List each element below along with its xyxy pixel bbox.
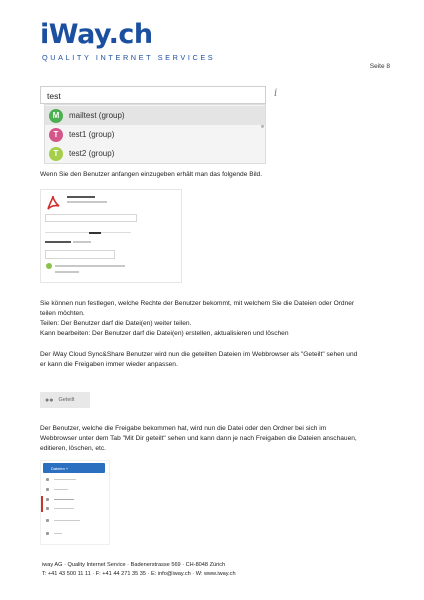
file-name-line [67, 196, 95, 198]
search-result-test1[interactable] [45, 125, 265, 144]
avatar: M [49, 109, 63, 123]
tab-sharing[interactable] [89, 232, 101, 234]
link-icon [46, 519, 49, 522]
tab-share-link[interactable] [73, 241, 91, 243]
tab-users-groups[interactable] [45, 241, 71, 243]
shared-user-row [55, 265, 125, 267]
sidebar-item-shared-by-you[interactable] [43, 505, 107, 512]
paragraph: Webbrowser unter dem Tab "Mit Dir geteilt" sehen und kann dann je nach Freigaben die Dateien anschauen, [40, 435, 357, 442]
result-label: test1 (group) [69, 130, 115, 139]
page-number: Seite 8 [369, 63, 390, 70]
paragraph: Der Benutzer, welche die Freigabe bekommen hat, wird nun die Datei oder den Ordner bei sich im [40, 425, 327, 432]
permission-row [55, 271, 79, 273]
sidebar-item-shared-by-link[interactable] [43, 517, 107, 524]
search-result-mailtest[interactable] [45, 106, 265, 125]
result-label: mailtest (group) [69, 111, 125, 120]
search-result-test2[interactable] [45, 144, 265, 163]
avatar [46, 263, 52, 269]
sidebar-item-shared-with-you[interactable] [43, 496, 107, 503]
paragraph: Der iWay Cloud Sync&Share Benutzer wird nun die geteilten Dateien im Webbrowser als "Geteilt" sehen und [40, 351, 358, 358]
avatar: T [49, 147, 63, 161]
tag-icon [46, 532, 49, 535]
share-icon [46, 498, 49, 501]
tags-input[interactable] [45, 214, 137, 222]
share-users-icon: ●● [45, 396, 54, 404]
paragraph: Wenn Sie den Benutzer anfangen einzugeben erhält man das folgende Bild. [40, 171, 263, 178]
info-icon[interactable]: i [274, 88, 278, 99]
footer-address: iway AG · Quality Internet Service · Badenerstrasse 569 · CH-8048 Zürich [42, 562, 226, 568]
search-results-dropdown [44, 104, 266, 164]
company-tagline: QUALITY INTERNET SERVICES [42, 53, 216, 62]
files-sidebar-screenshot [40, 460, 110, 545]
pdf-icon [45, 194, 61, 211]
paragraph: Teilen: Der Benutzer darf die Datei(en) weiter teilen. [40, 320, 192, 327]
paragraph: Kann bearbeiten: Der Benutzer darf die Datei(en) erstellen, aktualisieren und löschen [40, 330, 289, 337]
new-files-button[interactable] [43, 463, 105, 473]
share-user-input[interactable] [45, 250, 115, 259]
sidebar-item-recent[interactable] [43, 476, 107, 483]
result-label: test2 (group) [69, 149, 115, 158]
paragraph: Sie können nun festlegen, welche Rechte der Benutzer bekommt, mit welchem Sie die Dateien oder Ordner [40, 300, 355, 307]
clock-icon [46, 478, 49, 481]
share-dialog-screenshot [40, 189, 182, 283]
geteilt-label: Geteilt [58, 397, 75, 403]
share-icon [46, 507, 49, 510]
paragraph: editieren, löschen, etc. [40, 445, 106, 452]
file-meta-line [67, 201, 107, 203]
paragraph: teilen möchten. [40, 310, 85, 317]
user-search-screenshot [40, 86, 278, 164]
tabs-row [45, 232, 131, 233]
avatar: T [49, 128, 63, 142]
paragraph: er kann die Freigaben immer wieder anpassen. [40, 361, 178, 368]
sidebar-item-tags[interactable] [43, 530, 107, 537]
new-button-label: Dateien + [51, 465, 69, 471]
footer-contact: T: +41 43 500 11 11 · F: +41 44 271 35 35 · E: info@iway.ch · W: www.iway.ch [42, 571, 236, 577]
star-icon [46, 488, 49, 491]
search-input[interactable]: test [40, 86, 266, 104]
geteilt-button[interactable] [40, 392, 90, 408]
sidebar-item-favorites[interactable] [43, 486, 107, 493]
company-logo: iWay.ch [40, 19, 153, 50]
